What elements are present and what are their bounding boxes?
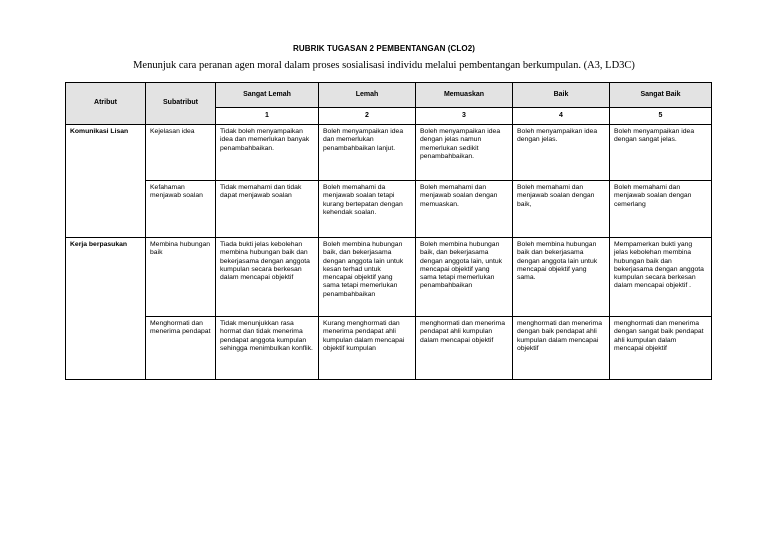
- header-score-3: 3: [416, 108, 513, 125]
- criteria-cell: Tidak menunjukkan rasa hormat dan tidak menerima pendapat anggota kumpulan sehingga menimbulkan konflik.: [216, 317, 319, 380]
- criteria-cell: Boleh memahami dan menjawab soalan dengan cemerlang: [610, 181, 712, 238]
- criteria-cell: Mempamerkan bukti yang jelas kebolehan membina hubungan baik dan bekerjasama dengan anggota kumpulan secara berkesan dalam mencapai objektif .: [610, 238, 712, 317]
- attribute-komunikasi-lisan: Komunikasi Lisan: [66, 125, 146, 238]
- criteria-cell: Boleh memahami da menjawab soalan tetapi kurang bertepatan dengan kehendak soalan.: [319, 181, 416, 238]
- rubric-table: [65, 82, 712, 380]
- header-score-5: 5: [610, 108, 712, 125]
- subattribute-cell: Kefahaman menjawab soalan: [146, 181, 216, 238]
- subattribute-cell: Menghormati dan menerima pendapat: [146, 317, 216, 380]
- criteria-cell: Kurang menghormati dan menerima pendapat ahli kumpulan dalam mencapai objektif kumpulan: [319, 317, 416, 380]
- criteria-cell: Boleh menyampaikan idea dan memerlukan penambahbaikan lanjut.: [319, 125, 416, 181]
- table-row: [66, 181, 712, 238]
- criteria-cell: Boleh menyampaikan idea dengan jelas.: [513, 125, 610, 181]
- criteria-cell: menghormati dan menerima pendapat ahli kumpulan dalam mencapai objektif: [416, 317, 513, 380]
- criteria-cell: Tidak memahami dan tidak dapat menjawab soalan: [216, 181, 319, 238]
- criteria-cell: Boleh membina hubungan baik, dan bekerjasama dengan anggota lain untuk kesan terhad untuk mencapai objektif yang sama tetapi memerlukan penambahbaikan: [319, 238, 416, 317]
- header-level-4: Baik: [513, 83, 610, 108]
- table-row: [66, 317, 712, 380]
- header-level-3: Memuaskan: [416, 83, 513, 108]
- criteria-cell: Tidak boleh menyampaikan idea dan memerlukan banyak penambahbaikan.: [216, 125, 319, 181]
- header-score-4: 4: [513, 108, 610, 125]
- header-row-levels: [66, 83, 712, 108]
- criteria-cell: Tiada bukti jelas kebolehan membina hubungan baik dan bekerjasama dengan anggota kumpulan secara berkesan dalam mencapai objektif: [216, 238, 319, 317]
- document-title: RUBRIK TUGASAN 2 PEMBENTANGAN (CLO2): [292, 44, 476, 53]
- criteria-cell: Boleh membina hubungan baik, dan bekerjasama dengan anggota lain, untuk mencapai objektif yang sama tetapi memerlukan penambahbaikan: [416, 238, 513, 317]
- table-row: [66, 238, 712, 317]
- header-subatribut: Subatribut: [146, 83, 216, 125]
- criteria-cell: Boleh memahami dan menjawab soalan dengan memuaskan.: [416, 181, 513, 238]
- subattribute-cell: Kejelasan idea: [146, 125, 216, 181]
- subattribute-cell: Membina hubungan baik: [146, 238, 216, 317]
- criteria-cell: Boleh menyampaikan idea dengan jelas namun memerlukan sedikit penambahbaikan.: [416, 125, 513, 181]
- criteria-cell: Boleh menyampaikan idea dengan sangat jelas.: [610, 125, 712, 181]
- attribute-kerja-berpasukan: Kerja berpasukan: [66, 238, 146, 380]
- header-score-1: 1: [216, 108, 319, 125]
- header-level-1: Sangat Lemah: [216, 83, 319, 108]
- criteria-cell: Boleh membina hubungan baik dan bekerjasama dengan anggota lain untuk mencapai objektif yang sama.: [513, 238, 610, 317]
- header-score-2: 2: [319, 108, 416, 125]
- document-subtitle: Menunjuk cara peranan agen moral dalam proses sosialisasi individu melalui pembentangan berkumpulan. (A3, LD3C): [133, 60, 635, 71]
- criteria-cell: menghormati dan menerima dengan sangat baik pendapat ahli kumpulan dalam mencapai objektif: [610, 317, 712, 380]
- criteria-cell: menghormati dan menerima dengan baik pendapat ahli kumpulan dalam mencapai objektif: [513, 317, 610, 380]
- criteria-cell: Boleh memahami dan menjawab soalan dengan baik,: [513, 181, 610, 238]
- header-level-5: Sangat Baik: [610, 83, 712, 108]
- header-level-2: Lemah: [319, 83, 416, 108]
- header-atribut: Atribut: [66, 83, 146, 125]
- table-row: [66, 125, 712, 181]
